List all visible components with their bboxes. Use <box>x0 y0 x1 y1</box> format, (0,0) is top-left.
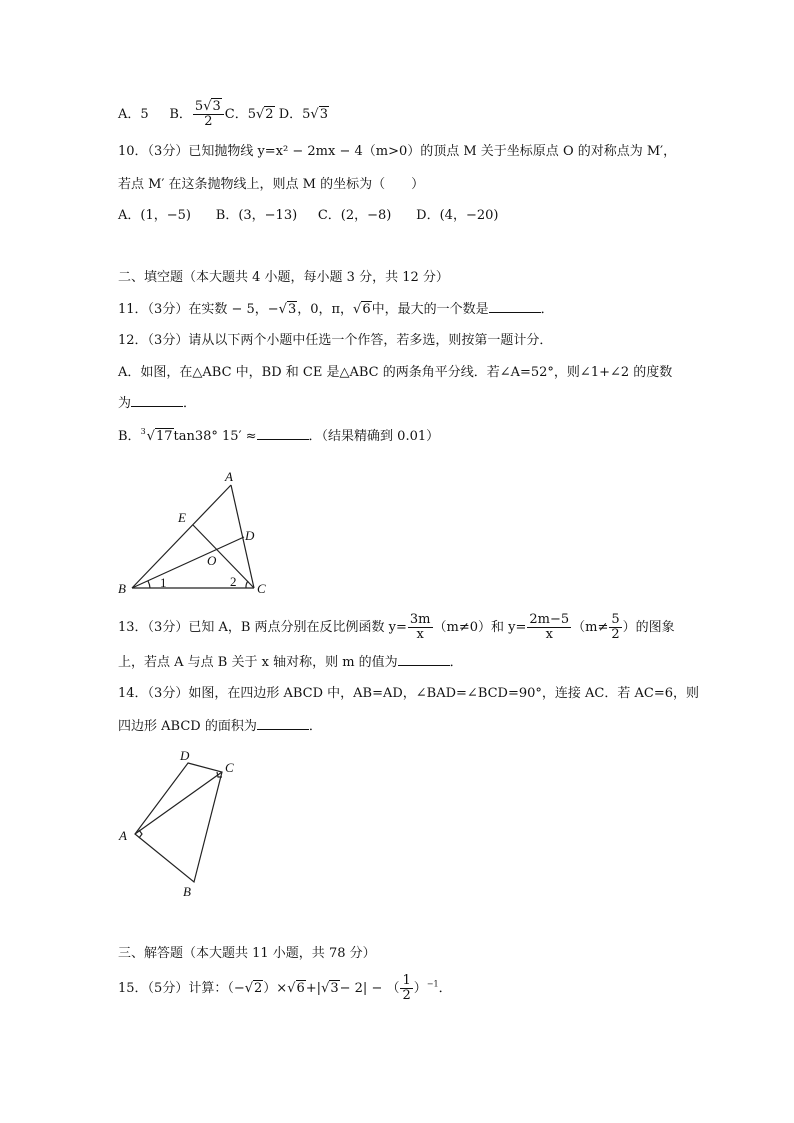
q10-line1: 10．（3分）已知抛物线 y=x² − 2mx − 4（m>0）的顶点 M 关于坐标原点 O 的对称点为 M′， <box>118 144 677 159</box>
q14-line2: 四边形 ABCD 的面积为 ． <box>118 719 322 734</box>
q10-line2: 若点 M′ 在这条抛物线上，则点 M 的坐标为（ ） <box>118 177 425 192</box>
root-index: 3 <box>140 427 146 436</box>
q10-option-a: A．(1，−5) <box>118 208 191 223</box>
answer-blank[interactable] <box>131 394 183 407</box>
label-o: O <box>207 553 217 568</box>
q11: 11．（3分）在实数 − 5，−√3，0，π，√6中，最大的一个数是 ． <box>118 302 554 317</box>
section3-title: 三、解答题（本大题共 11 小题，共 78 分） <box>118 946 376 961</box>
q12-line1: 12．（3分）请从以下两个小题中任选一个作答，若多选，则按第一题计分． <box>118 333 553 348</box>
label-d: D <box>245 528 255 543</box>
label-b: B <box>118 581 126 596</box>
q14-line1: 14．（3分）如图，在四边形 ABCD 中，AB=AD，∠BAD=∠BCD=90°，连接 AC．若 AC=6，则 <box>118 686 700 701</box>
label-b: B <box>183 884 191 899</box>
label-c: C <box>225 760 234 775</box>
q15: 15．（5分）计算：（−√2）×√6+|√3− 2| − （ $\frac{1}{2}$ ）$^{-1}$． <box>118 973 452 1003</box>
label-d: D <box>180 748 190 763</box>
quadrilateral-abcd-figure <box>110 745 260 900</box>
q10-option-d: D．(4，−20) <box>416 208 499 223</box>
answer-blank[interactable] <box>257 427 309 440</box>
q10-option-b: B．(3，−13) <box>215 208 298 223</box>
q13-line2: 上，若点 A 与点 B 关于 x 轴对称，则 m 的值为 ． <box>118 655 463 670</box>
q12-b: B．$^3$√17tan38° 15′ ≈ ．（结果精确到 0.01） <box>118 427 440 444</box>
q9-option-b: B． $\frac{5√3}{2}$ <box>169 107 224 122</box>
q12-a-line1: A．如图，在△ABC 中，BD 和 CE 是△ABC 的两条角平分线．若∠A=52°，则∠1+∠2 的度数 <box>118 365 673 380</box>
answer-blank[interactable] <box>257 717 309 730</box>
angle-1-label: 1 <box>160 575 167 590</box>
label-e: E <box>178 510 186 525</box>
triangle-abc-figure <box>110 460 280 600</box>
q10-option-c: C．(2，−8) <box>317 208 392 223</box>
angle-2-label: 2 <box>230 574 237 589</box>
q12-a-line2: 为 ． <box>118 396 197 411</box>
q9-options <box>118 98 329 132</box>
q10-options <box>118 206 498 226</box>
q9-option-a: A．5 <box>118 107 149 122</box>
label-c: C <box>257 581 266 596</box>
label-a: A <box>225 469 233 484</box>
answer-blank[interactable] <box>398 653 450 666</box>
label-a: A <box>119 828 127 843</box>
q13-line1: 13．（3分）已知 A，B 两点分别在反比例函数 y= $\frac{3m}{x}$ （m≠0）和 y= $\frac{2m-5}{x}$ （m≠ $\frac{5}{2}$ ）的图象 <box>118 612 675 642</box>
section2-title: 二、填空题（本大题共 4 小题，每小题 3 分，共 12 分） <box>118 270 449 285</box>
q9-option-d: D．5√3 <box>278 107 328 122</box>
q9-option-c: C．5√2 <box>224 107 274 122</box>
answer-blank[interactable] <box>489 300 541 313</box>
